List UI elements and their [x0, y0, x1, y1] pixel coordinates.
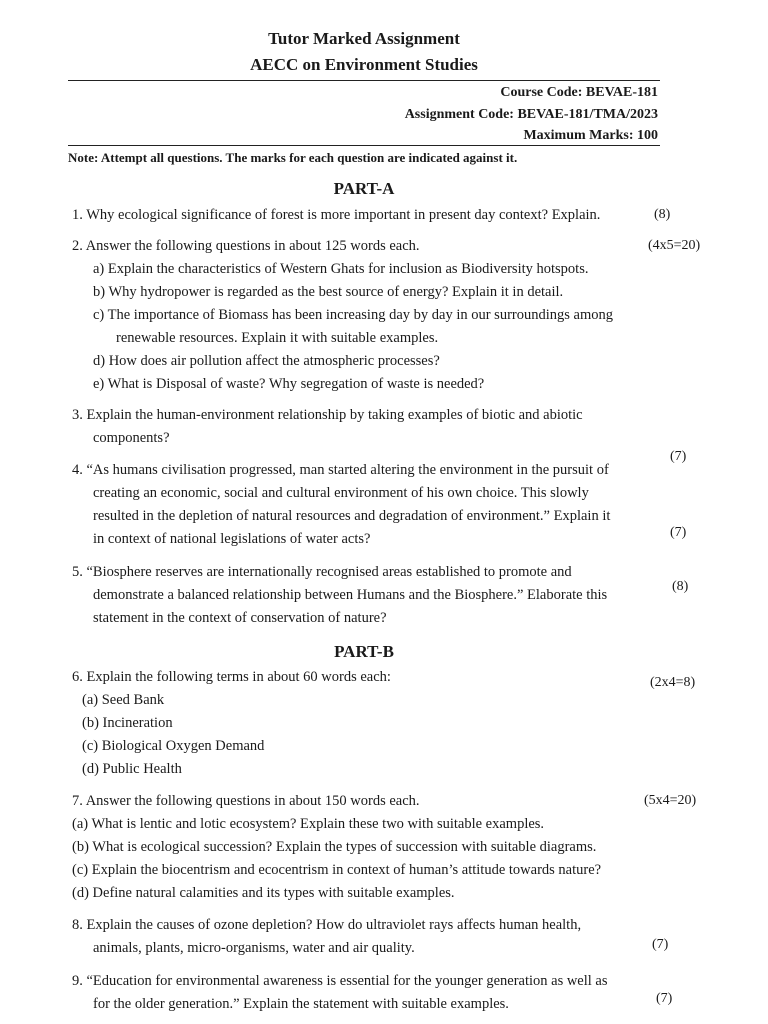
question-8-line-2: animals, plants, micro-organisms, water and air quality.	[93, 940, 415, 956]
question-6-item-c: (c) Biological Oxygen Demand	[82, 738, 265, 754]
question-6-item-b: (b) Incineration	[82, 715, 173, 731]
question-9-marks: (7)	[656, 991, 673, 1006]
question-3-line-1: 3. Explain the human-environment relationship by taking examples of biotic and abiotic	[72, 407, 583, 423]
question-9-line-1: 9. “Education for environmental awareness is essential for the younger generation as well as	[72, 973, 608, 989]
course-code: Course Code: BEVAE-181	[500, 85, 658, 100]
question-4-line-4: in context of national legislations of water acts?	[93, 531, 371, 547]
question-6-marks: (2x4=8)	[650, 675, 696, 690]
question-2-item-a: a) Explain the characteristics of Western Ghats for inclusion as Biodiversity hotspots.	[93, 261, 589, 277]
question-2-text: 2. Answer the following questions in about 125 words each.	[72, 238, 420, 254]
max-marks: Maximum Marks: 100	[523, 128, 658, 143]
question-1-marks: (8)	[654, 207, 671, 222]
question-5-line-3: statement in the context of conservation of nature?	[93, 610, 387, 626]
question-6-item-d: (d) Public Health	[82, 761, 182, 777]
question-8-marks: (7)	[652, 937, 669, 952]
header-rule	[68, 80, 660, 81]
document-subtitle: AECC on Environment Studies	[250, 55, 478, 74]
question-2-marks: (4x5=20)	[648, 238, 701, 253]
question-2-item-e: e) What is Disposal of waste? Why segregation of waste is needed?	[93, 376, 485, 392]
part-a-heading: PART-A	[333, 179, 395, 198]
note-text: Note: Attempt all questions. The marks for each question are indicated against it.	[68, 150, 518, 165]
part-b-heading: PART-B	[334, 642, 394, 661]
question-7-marks: (5x4=20)	[644, 793, 697, 808]
meta-rule	[68, 145, 660, 146]
question-1-text: 1. Why ecological significance of forest is more important in present day context? Explain.	[72, 207, 601, 223]
question-2-item-d: d) How does air pollution affect the atmospheric processes?	[93, 353, 440, 369]
question-7-item-b: (b) What is ecological succession? Explain the types of succession with suitable diagrams.	[72, 839, 597, 855]
question-5-marks: (8)	[672, 579, 689, 594]
question-2-item-c: c) The importance of Biomass has been increasing day by day in our surroundings among	[93, 307, 613, 323]
question-2-item-b: b) Why hydropower is regarded as the best source of energy? Explain it in detail.	[93, 284, 564, 300]
document-title: Tutor Marked Assignment	[268, 29, 460, 48]
question-5-line-1: 5. “Biosphere reserves are internationally recognised areas established to promote and	[72, 564, 572, 580]
question-7-item-c: (c) Explain the biocentrism and ecocentrism in context of human’s attitude towards nature?	[72, 862, 602, 878]
question-4-line-2: creating an economic, social and cultural environment of his own choice. This slowly	[93, 485, 589, 501]
question-7-item-d: (d) Define natural calamities and its types with suitable examples.	[72, 885, 455, 901]
question-6-item-a: (a) Seed Bank	[82, 692, 165, 708]
question-6-text: 6. Explain the following terms in about 60 words each:	[72, 669, 391, 685]
question-2-item-c-continued: renewable resources. Explain it with suitable examples.	[116, 330, 439, 346]
question-9-line-2: for the older generation.” Explain the statement with suitable examples.	[93, 996, 509, 1012]
question-3-marks: (7)	[670, 449, 687, 464]
question-7-text: 7. Answer the following questions in about 150 words each.	[72, 793, 420, 809]
question-7-item-a: (a) What is lentic and lotic ecosystem? Explain these two with suitable examples.	[72, 816, 545, 832]
question-5-line-2: demonstrate a balanced relationship between Humans and the Biosphere.” Elaborate this	[93, 587, 608, 603]
question-3-line-2: components?	[93, 430, 170, 446]
assignment-code: Assignment Code: BEVAE-181/TMA/2023	[404, 107, 658, 122]
question-4-line-1: 4. “As humans civilisation progressed, man started altering the environment in the pursuit of	[72, 462, 609, 478]
question-8-line-1: 8. Explain the causes of ozone depletion? How do ultraviolet rays affects human health,	[72, 917, 582, 933]
question-4-line-3: resulted in the depletion of natural resources and degradation of environment.” Explain it	[93, 508, 611, 524]
question-4-marks: (7)	[670, 525, 687, 540]
